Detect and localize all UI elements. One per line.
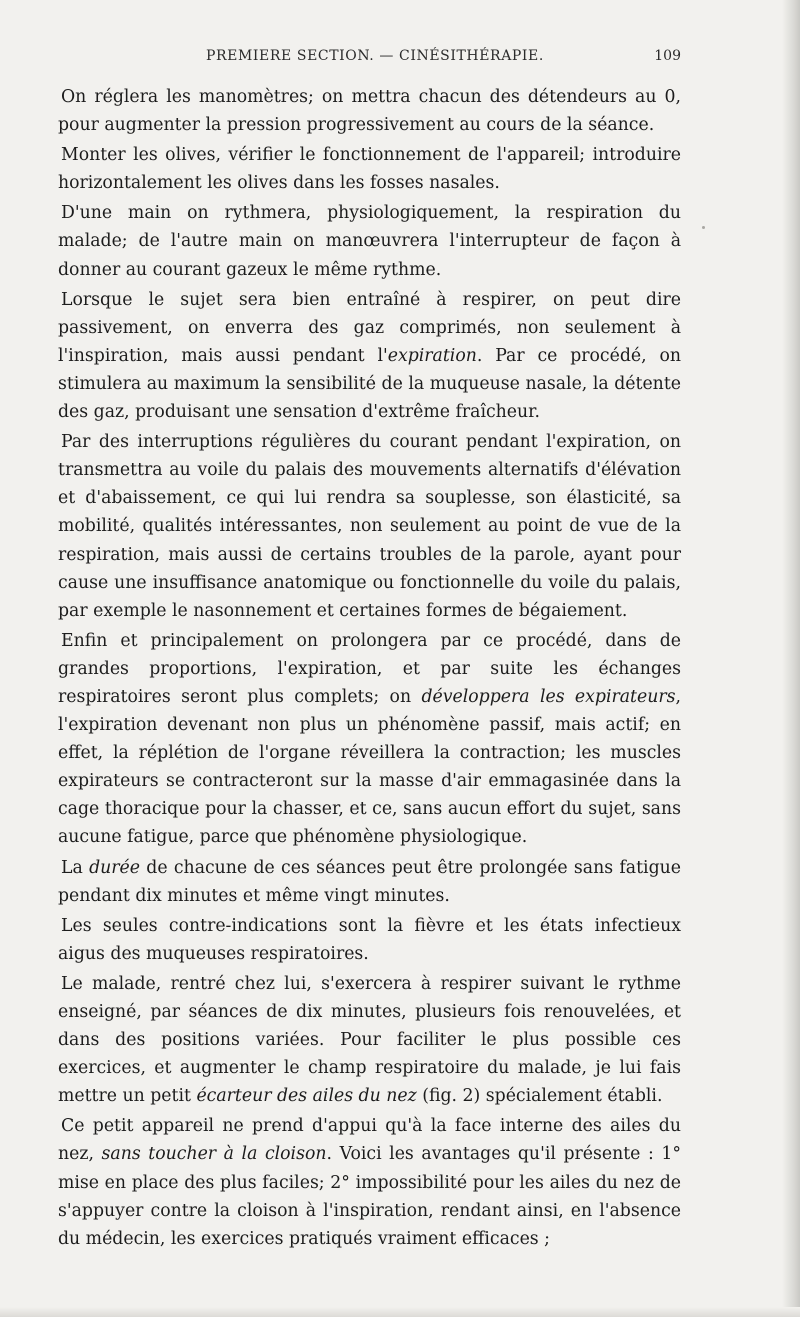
text-run: La [61, 857, 90, 878]
paragraph [58, 854, 681, 910]
italic-text: développera les expirateurs [421, 686, 676, 707]
paper-speck [702, 226, 705, 229]
paragraph [58, 970, 681, 1110]
running-head [58, 48, 681, 72]
text-run: Monter les olives, vérifier le fonctionnement de l'appareil; introduire horizontalement les olives dans les fosses nasales. [58, 145, 681, 194]
paragraph [58, 428, 681, 625]
page-edge-shadow [782, 0, 800, 1317]
text-run: Ce petit appareil ne prend d'appui qu'à la face interne des ailes du nez, [58, 1116, 681, 1165]
text-run: Enfin et principalement on prolongera par ce procédé, dans de grandes proportions, l'expiration, et par suite les échanges respiratoires seront plus complets; on [58, 630, 681, 707]
paragraph [58, 1112, 681, 1252]
paragraph [58, 286, 681, 426]
italic-text: écarteur des ailes du nez [196, 1086, 417, 1107]
text-run: (fig. 2) spécialement établi. [416, 1086, 663, 1107]
text-run: Les seules contre-indications sont la fièvre et les états infectieux aigus des muqueuses respiratoires. [58, 915, 681, 964]
paragraph [58, 912, 681, 968]
text-run: . Par ce procédé, on stimulera au maximum la sensibilité de la muqueuse nasale, la détente des gaz, produisant une sensation d'extrême fraîcheur. [58, 345, 681, 423]
text-run: Lorsque le sujet sera bien entraîné à respirer, on peut dire passivement, on enverra des gaz comprimés, non seulement à l'inspiration, mais aussi pendant l' [58, 289, 681, 366]
running-head-title: PREMIERE SECTION. — CINÉSITHÉRAPIE. [206, 48, 544, 64]
paragraph [58, 83, 681, 139]
page-bottom-shadow [0, 1307, 800, 1317]
text-run: , l'expiration devenant non plus un phénomène passif, mais actif; en effet, la réplétion de l'organe réveillera la contraction; les muscles expirateurs se contracteront sur la masse d'air emmagasinée dans la cage thoracique pour la chasser, et ce, sans aucun effort du sujet, sans aucune fatigue, parce que phénomène physiologique. [58, 686, 681, 848]
italic-text: expiration [387, 345, 477, 366]
paragraph [58, 627, 681, 852]
text-run: . Voici les avantages qu'il présente : 1° mise en place des plus faciles; 2° impossibilité pour les ailes du nez de s'appuyer contre la cloison à l'inspiration, rendant ainsi, en l'absence du médecin, les exercices pratiqués vraiment efficaces ; [58, 1144, 682, 1249]
text-run: Par des interruptions régulières du courant pendant l'expiration, on transmettra au voile du palais des mouvements alternatifs d'élévation et d'abaissement, ce qui lui rendra sa souplesse, son élasticité, sa mobilité, qualités intéressantes, non seulement au point de vue de la respiration, mais aussi de certains troubles de la parole, ayant pour cause une insuffisance anatomique ou fonctionnelle du voile du palais, par exemple le nasonnement et certaines formes de bégaiement. [58, 432, 681, 621]
text-run: de chacune de ces séances peut être prolongée sans fatigue pendant dix minutes et même vingt minutes. [58, 857, 681, 906]
body-text [58, 83, 681, 1253]
text-run: D'une main on rythmera, physiologiquement, la respiration du malade; de l'autre main on manœuvrera l'interrupteur de façon à donner au courant gazeux le même rythme. [58, 203, 681, 280]
text-run: Le malade, rentré chez lui, s'exercera à respirer suivant le rythme enseigné, par séances de dix minutes, plusieurs fois renouvelées, et dans des positions variées. Pour faciliter le plus possible ces exercices, et augmenter le champ respiratoire du malade, je lui fais mettre un petit [58, 973, 681, 1107]
page-number: 109 [654, 48, 681, 64]
text-run: On réglera les manomètres; on mettra chacun des détendeurs au 0, pour augmenter la pression progressivement au cours de la séance. [58, 87, 681, 136]
italic-text: sans toucher à la cloison [101, 1144, 327, 1165]
paragraph [58, 141, 681, 197]
paragraph [58, 199, 681, 283]
italic-text: durée [89, 857, 140, 878]
